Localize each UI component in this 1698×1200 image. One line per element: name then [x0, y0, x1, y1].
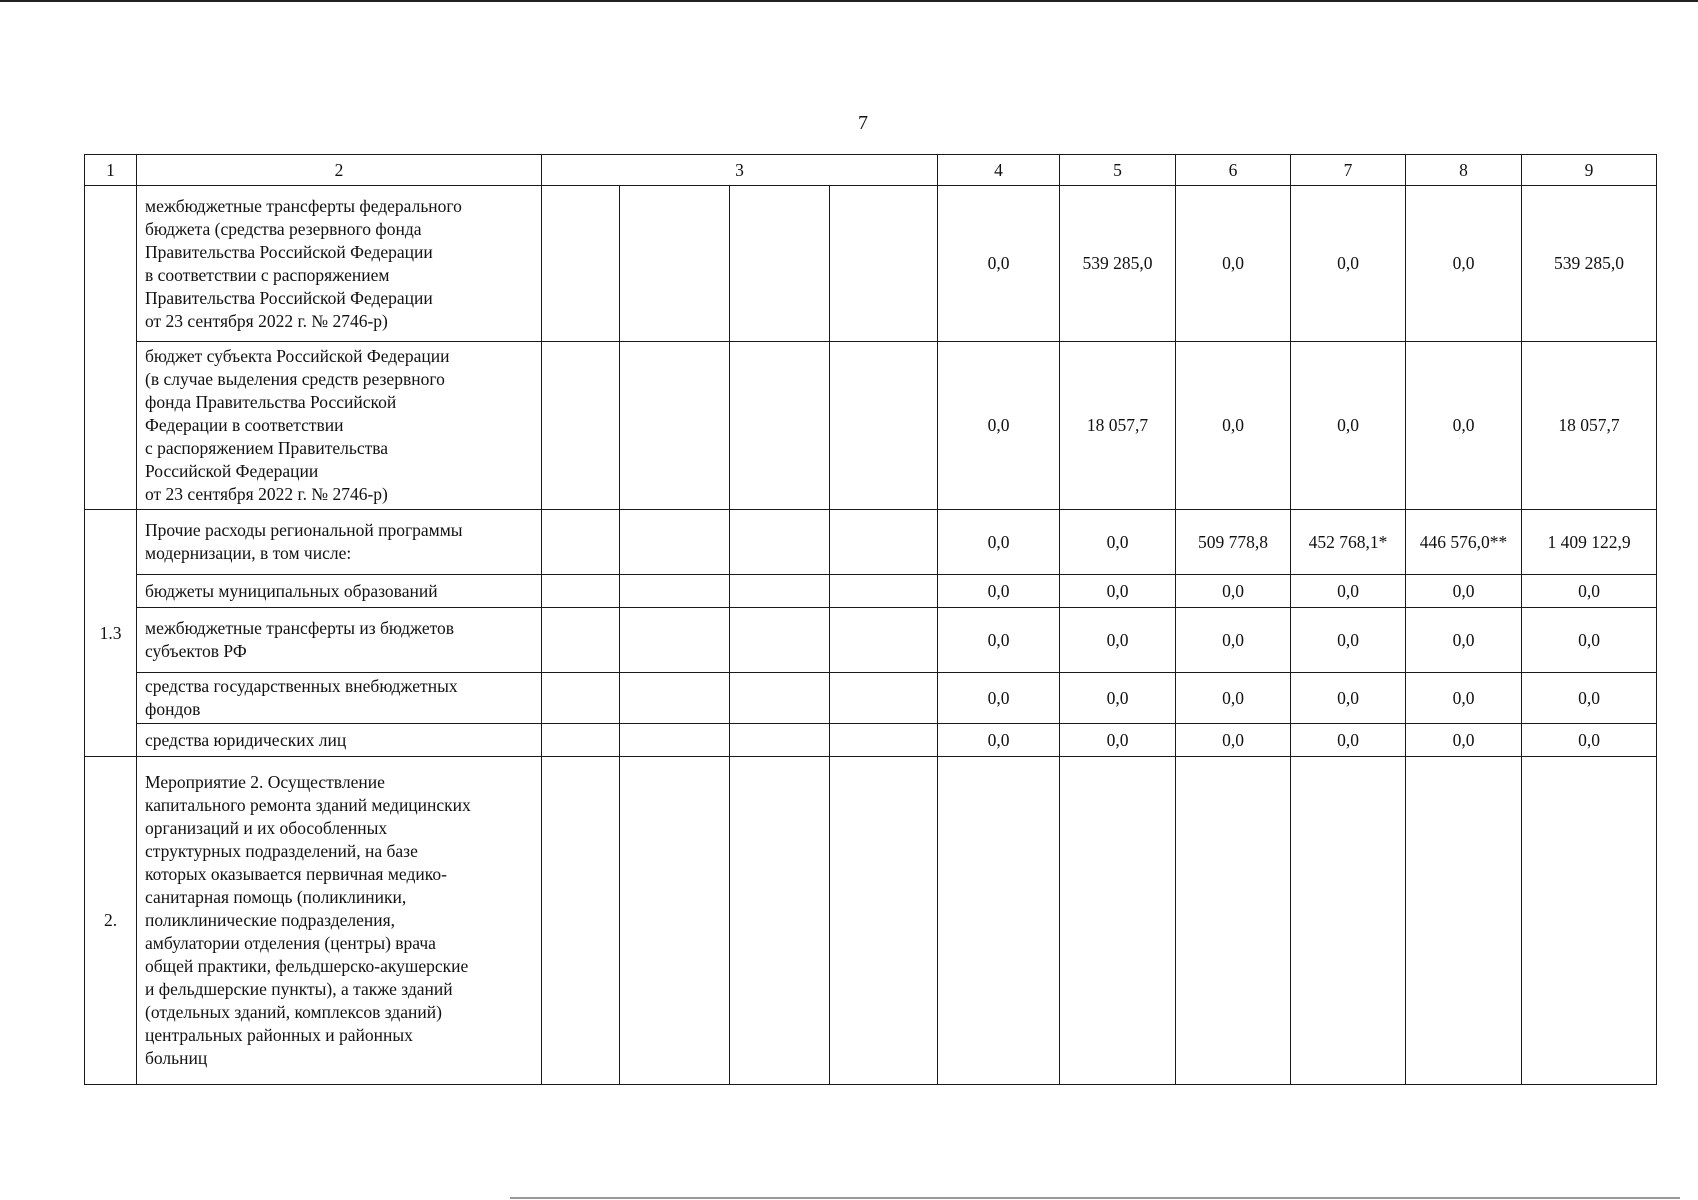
empty-cell [620, 342, 730, 510]
header-cell-9: 9 [1522, 155, 1657, 186]
description-cell [137, 673, 542, 724]
empty-cell [830, 673, 938, 724]
description-line: центральных районных и районных [145, 1025, 413, 1045]
description-line: Российской Федерации [145, 461, 319, 481]
value-col9: 0,0 [1522, 608, 1657, 673]
description-line: с распоряжением Правительства [145, 438, 389, 458]
description-cell [137, 608, 542, 673]
value-col7: 0,0 [1291, 186, 1406, 342]
description-line: фондов [145, 699, 201, 719]
value-col6: 0,0 [1176, 575, 1291, 608]
empty-cell [542, 724, 620, 757]
empty-cell [542, 673, 620, 724]
table-row [85, 510, 1657, 575]
table-row [85, 724, 1657, 757]
value-col9: 0,0 [1522, 673, 1657, 724]
value-col4: 0,0 [938, 575, 1060, 608]
value-col7: 0,0 [1291, 575, 1406, 608]
empty-cell [830, 510, 938, 575]
empty-cell [542, 342, 620, 510]
empty-cell [542, 510, 620, 575]
description-line: средства юридических лиц [145, 729, 347, 750]
description-line: от 23 сентября 2022 г. № 2746-р) [145, 484, 388, 504]
empty-cell [730, 575, 830, 608]
value-col9: 539 285,0 [1522, 186, 1657, 342]
header-cell-3: 3 [542, 155, 938, 186]
empty-cell [542, 575, 620, 608]
value-col7: 0,0 [1291, 608, 1406, 673]
description-line: межбюджетные трансферты из бюджетов [145, 618, 455, 638]
description-line: организаций и их обособленных [145, 818, 388, 838]
empty-cell [542, 608, 620, 673]
value-col7: 0,0 [1291, 342, 1406, 510]
value-col6: 0,0 [1176, 186, 1291, 342]
description-line: бюджета (средства резервного фонда [145, 218, 422, 239]
value-col9: 0,0 [1522, 575, 1657, 608]
empty-cell [620, 757, 730, 1085]
description-line: структурных подразделений, на базе [145, 841, 418, 861]
section-number-cell: 2. [85, 757, 137, 1085]
empty-cell [830, 342, 938, 510]
bottom-scan-line [510, 1197, 720, 1199]
empty-cell [1060, 757, 1176, 1085]
header-row [85, 155, 1657, 186]
empty-cell [730, 673, 830, 724]
description-line: в соответствии с распоряжением [145, 264, 390, 285]
value-col4: 0,0 [938, 186, 1060, 342]
description-line: общей практики, фельдшерско-акушерские [145, 956, 469, 976]
description-line: Федерации в соответствии [145, 415, 344, 435]
value-col6: 0,0 [1176, 673, 1291, 724]
table-row [85, 575, 1657, 608]
empty-cell [830, 186, 938, 342]
value-col7: 0,0 [1291, 673, 1406, 724]
description-line: средства государственных внебюджетных [145, 676, 458, 696]
empty-cell [1291, 757, 1406, 1085]
value-col5: 0,0 [1060, 575, 1176, 608]
budget-table [84, 154, 1657, 1085]
header-cell-6: 6 [1176, 155, 1291, 186]
row-number-cell [85, 186, 137, 510]
table-row [85, 342, 1657, 510]
empty-cell [1176, 757, 1291, 1085]
description-line: Правительства Российской Федерации [145, 241, 433, 262]
value-col5: 0,0 [1060, 673, 1176, 724]
value-col8: 0,0 [1406, 608, 1522, 673]
table-row [85, 757, 1657, 1085]
empty-cell [1522, 757, 1657, 1085]
section-number-cell: 1.3 [85, 510, 137, 757]
table-row [85, 673, 1657, 724]
value-col6: 0,0 [1176, 608, 1291, 673]
bottom-scan-line [720, 1197, 1680, 1199]
empty-cell [730, 342, 830, 510]
value-col4: 0,0 [938, 673, 1060, 724]
value-col4: 0,0 [938, 342, 1060, 510]
header-cell-1: 1 [85, 155, 137, 186]
description-cell [137, 575, 542, 608]
empty-cell [730, 186, 830, 342]
description-line: от 23 сентября 2022 г. № 2746-р) [145, 310, 388, 331]
description-line: амбулатории отделения (центры) врача [145, 933, 436, 953]
description-line: (отдельных зданий, комплексов зданий) [145, 1002, 442, 1022]
value-col7: 452 768,1* [1291, 510, 1406, 575]
description-line: больниц [145, 1048, 208, 1068]
empty-cell [730, 510, 830, 575]
description-line: поликлинические подразделения, [145, 910, 396, 930]
description-cell [137, 757, 542, 1085]
empty-cell [830, 608, 938, 673]
description-line: капитального ремонта зданий медицинских [145, 795, 471, 815]
description-line: которых оказывается первичная медико- [145, 864, 447, 884]
value-col8: 446 576,0** [1406, 510, 1522, 575]
description-line: модернизации, в том числе: [145, 543, 352, 563]
empty-cell [620, 673, 730, 724]
empty-cell [830, 575, 938, 608]
value-col6: 509 778,8 [1176, 510, 1291, 575]
description-line: (в случае выделения средств резервного [145, 369, 445, 389]
description-line: бюджеты муниципальных образований [145, 580, 438, 601]
description-cell [137, 510, 542, 575]
empty-cell [620, 510, 730, 575]
value-col8: 0,0 [1406, 575, 1522, 608]
description-cell [137, 724, 542, 757]
empty-cell [730, 608, 830, 673]
description-line: межбюджетные трансферты федерального [145, 195, 462, 216]
value-col7: 0,0 [1291, 724, 1406, 757]
header-cell-8: 8 [1406, 155, 1522, 186]
empty-cell [620, 724, 730, 757]
description-line: санитарная помощь (поликлиники, [145, 887, 407, 907]
description-line: Прочие расходы региональной программы [145, 520, 463, 540]
table-row [85, 186, 1657, 342]
value-col6: 0,0 [1176, 724, 1291, 757]
description-cell [137, 342, 542, 510]
description-line: и фельдшерские пункты), а также зданий [145, 979, 453, 999]
empty-cell [542, 186, 620, 342]
empty-cell [830, 724, 938, 757]
value-col8: 0,0 [1406, 342, 1522, 510]
value-col9: 0,0 [1522, 724, 1657, 757]
empty-cell [620, 575, 730, 608]
value-col4: 0,0 [938, 608, 1060, 673]
value-col6: 0,0 [1176, 342, 1291, 510]
value-col9: 1 409 122,9 [1522, 510, 1657, 575]
header-cell-5: 5 [1060, 155, 1176, 186]
empty-cell [730, 724, 830, 757]
empty-cell [542, 757, 620, 1085]
description-line: фонда Правительства Российской [145, 392, 397, 412]
value-col5: 0,0 [1060, 724, 1176, 757]
description-line: бюджет субъекта Российской Федерации [145, 346, 450, 366]
header-cell-7: 7 [1291, 155, 1406, 186]
value-col8: 0,0 [1406, 673, 1522, 724]
description-line: Правительства Российской Федерации [145, 287, 433, 308]
description-line: Мероприятие 2. Осуществление [145, 772, 385, 792]
description-line: субъектов РФ [145, 641, 247, 661]
table-row [85, 608, 1657, 673]
empty-cell [730, 757, 830, 1085]
value-col8: 0,0 [1406, 724, 1522, 757]
value-col4: 0,0 [938, 724, 1060, 757]
top-border-line [0, 0, 1698, 2]
value-col5: 0,0 [1060, 510, 1176, 575]
header-cell-2: 2 [137, 155, 542, 186]
header-cell-4: 4 [938, 155, 1060, 186]
value-col5: 539 285,0 [1060, 186, 1176, 342]
empty-cell [620, 608, 730, 673]
value-col4: 0,0 [938, 510, 1060, 575]
empty-cell [620, 186, 730, 342]
empty-cell [830, 757, 938, 1085]
empty-cell [1406, 757, 1522, 1085]
description-cell [137, 186, 542, 342]
page-number: 7 [858, 112, 868, 134]
value-col8: 0,0 [1406, 186, 1522, 342]
value-col5: 18 057,7 [1060, 342, 1176, 510]
value-col5: 0,0 [1060, 608, 1176, 673]
empty-cell [938, 757, 1060, 1085]
value-col9: 18 057,7 [1522, 342, 1657, 510]
